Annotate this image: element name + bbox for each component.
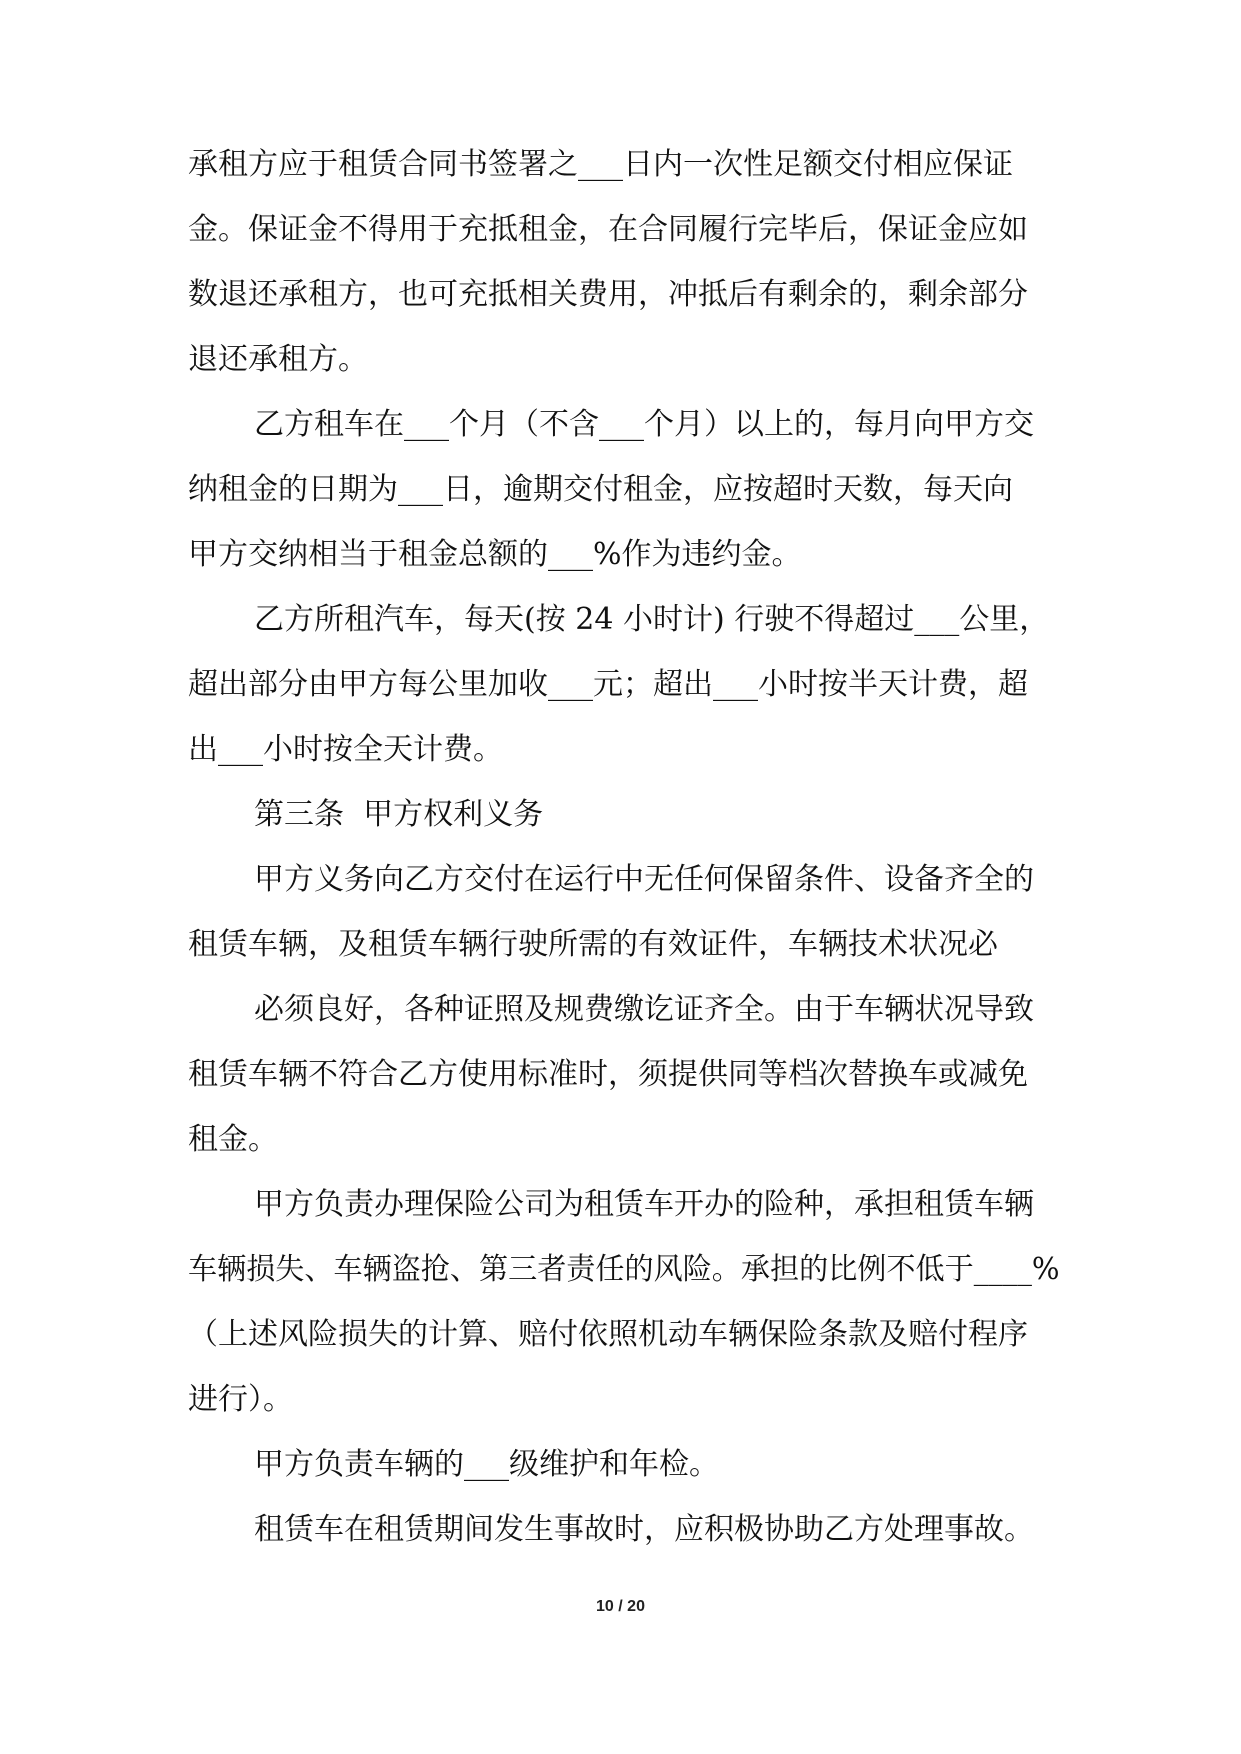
text-line: 出___小时按全天计费。 xyxy=(188,732,503,767)
text-line: 数退还承租方，也可充抵相关费用，冲抵后有剩余的，剩余部分 xyxy=(188,277,1028,312)
text-line: 纳租金的日期为___日，逾期交付租金，应按超时天数，每天向 xyxy=(188,472,1013,507)
page-number: 10 / 20 xyxy=(596,1598,645,1615)
text-line: 进行）。 xyxy=(188,1382,293,1417)
text-line: 退还承租方。 xyxy=(188,342,368,377)
text-line: 租赁车在租赁期间发生事故时，应积极协助乙方处理事故。 xyxy=(254,1512,1034,1547)
text-line: 甲方负责办理保险公司为租赁车开办的险种，承担租赁车辆 xyxy=(254,1187,1034,1222)
text-line: （上述风险损失的计算、赔付依照机动车辆保险条款及赔付程序 xyxy=(188,1317,1028,1352)
text-line: 甲方负责车辆的___级维护和年检。 xyxy=(254,1447,719,1482)
text-line: 乙方租车在___个月（不含___个月）以上的，每月向甲方交 xyxy=(254,407,1034,442)
text-line: 金。保证金不得用于充抵租金，在合同履行完毕后，保证金应如 xyxy=(188,212,1028,247)
text-line: 乙方所租汽车，每天(按 24 小时计) 行驶不得超过___公里， xyxy=(254,602,1050,637)
text-line: 租赁车辆不符合乙方使用标准时，须提供同等档次替换车或减免 xyxy=(188,1057,1028,1092)
text-line: 车辆损失、车辆盗抢、第三者责任的风险。承担的比例不低于____% xyxy=(188,1252,1060,1287)
text-line: 租金。 xyxy=(188,1122,278,1157)
text-line: 超出部分由甲方每公里加收___元；超出___小时按半天计费，超 xyxy=(188,667,1028,702)
text-line: 租赁车辆，及租赁车辆行驶所需的有效证件，车辆技术状况必 xyxy=(188,927,998,962)
text-line: 必须良好，各种证照及规费缴讫证齐全。由于车辆状况导致 xyxy=(254,992,1034,1027)
section-heading: 第三条 甲方权利义务 xyxy=(254,797,544,832)
text-line: 承租方应于租赁合同书签署之___日内一次性足额交付相应保证 xyxy=(188,147,1013,182)
text-line: 甲方交纳相当于租金总额的___%作为违约金。 xyxy=(188,537,802,572)
text-line: 甲方义务向乙方交付在运行中无任何保留条件、设备齐全的 xyxy=(254,862,1034,897)
